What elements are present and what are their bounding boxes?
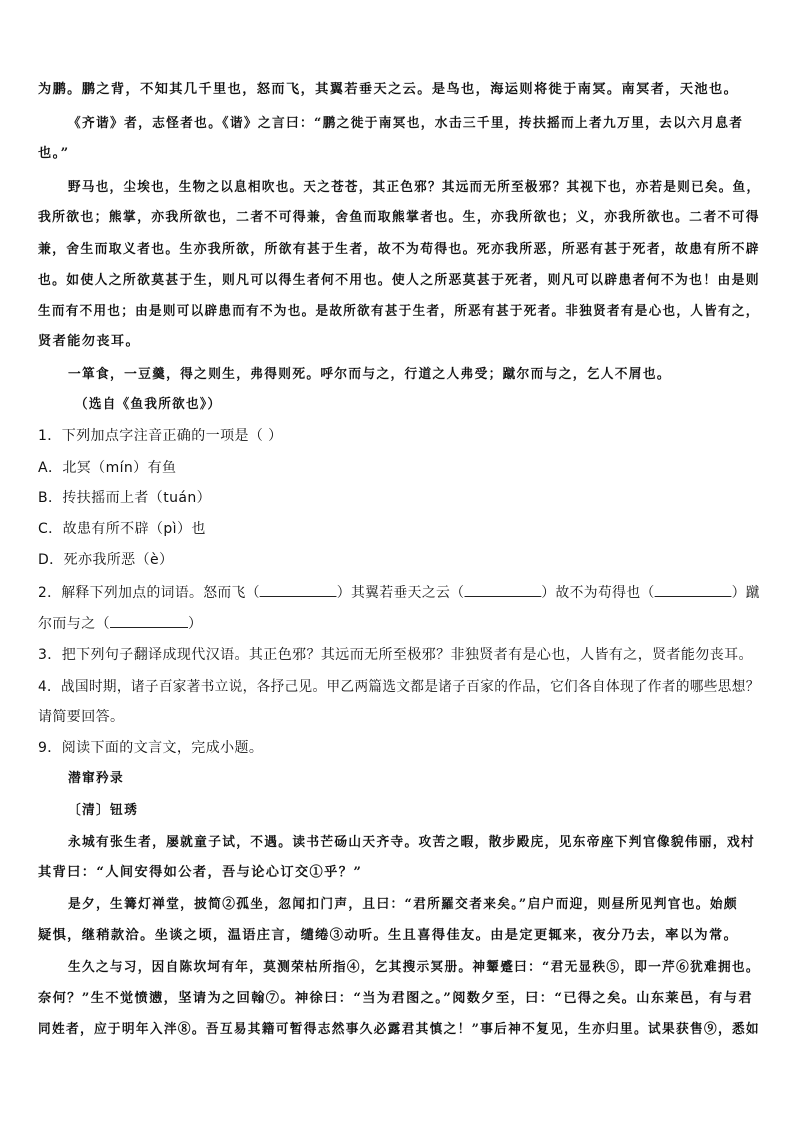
passage-a-line-1: 为鹏。鹏之背，不知其几千里也，怒而飞，其翼若垂天之云。是鸟也，海运则将徙于南冥。南冥者，天池也。 xyxy=(38,82,739,97)
passage-a-line-2: 《齐谐》者，志怪者也。《谐》之言曰：“鹏之徙于南冥也，水击三千里，抟扶摇而上者九万里，去以六月息者 xyxy=(68,116,744,131)
question-9: 9．阅读下面的文言文，完成小题。 xyxy=(38,740,264,756)
passage-b-p3-line-1: 生久之与习，因自陈坎坷有年，莫测荣枯所指④，乞其搜示冥册。神颦蹙曰：“君无显秩⑤，即一芹⑥犹难拥也。 xyxy=(68,960,760,975)
answer-blank-1[interactable] xyxy=(260,582,337,597)
question-2-text-2: ）其翼若垂天之云（ xyxy=(336,585,465,601)
question-2-text-5: 尔而与之（ xyxy=(38,616,110,632)
question-2-text-4: ）蹴 xyxy=(731,585,760,601)
question-4-line-1: 4．战国时期，诸子百家著书立说，各抒己见。甲乙两篇选文都是诸子百家的作品，它们各自体现了作者的哪些思想？ xyxy=(38,679,760,695)
answer-blank-3[interactable] xyxy=(655,582,732,597)
passage-b-p3-line-2: 奈何？”生不觉愤懑，坚请为之回翰⑦。神徐曰：“当为君图之。”阅数夕至，曰：“已得之矣。山东莱邑，有与君 xyxy=(38,991,753,1006)
question-1-option-b: B．抟扶摇而上者（tuán） xyxy=(38,490,212,506)
passage-b-title: 潜窜矜录 xyxy=(68,771,125,786)
question-2-line-1 xyxy=(38,582,760,603)
question-1-option-d: D．死亦我所恶（è） xyxy=(38,552,174,568)
question-4-line-2: 请简要回答。 xyxy=(38,709,125,725)
question-2-line-2 xyxy=(38,613,758,634)
passage-a-line-9: 贤者能勿丧耳。 xyxy=(38,334,141,349)
answer-blank-4[interactable] xyxy=(110,613,188,628)
passage-b-p3-line-3: 同姓者，应于明年入泮⑧。吾互易其籍可暂得志然事久必露君其慎之！”事后神不复见，生亦归里。试果获售⑨，悉如 xyxy=(38,1022,760,1037)
passage-a-line-10: 一箪食，一豆羹，得之则生，弗得则死。呼尔而与之，行道之人弗受；蹴尔而与之，乞人不屑也。 xyxy=(68,367,671,382)
passage-b-p2-line-1: 是夕，生篝灯禅堂，披简②孤坐，忽闻扣门声，且曰：“君所羅交者来矣。”启户而迎，则昼所见判官也。始颇 xyxy=(68,897,738,912)
passage-b-p1-line-2: 其背曰：“人间安得如公者，吾与论心订交①乎？” xyxy=(38,865,363,880)
passage-a-line-8: 生而有不用也；由是则可以辟患而有不为也。是故所欲有甚于生者，所恶有甚于死者。非独贤者有是心也，人皆有之， xyxy=(38,304,760,319)
passage-a-line-6: 兼，舍生而取义者也。生亦我所欲，所欲有甚于生者，故不为苟得也。死亦我所恶，所恶有甚于死者，故患有所不辟 xyxy=(38,242,760,257)
passage-a-source: （选自《鱼我所欲也》） xyxy=(75,397,222,412)
passage-a-line-7: 也。如使人之所欲莫甚于生，则凡可以得生者何不用也。使人之所恶莫甚于死者，则凡可以辟患者何不为也！由是则 xyxy=(38,273,760,288)
passage-a-line-4: 野马也，尘埃也，生物之以息相吹也。天之苍苍，其正色邪？其远而无所至极邪？其视下也，亦若是则已矣。鱼， xyxy=(68,180,761,195)
passage-b-p2-line-2: 疑惧，继稍款洽。坐谈之顷，温语庄言，缱绻③动听。生且喜得佳友。由是定更辄来，夜分乃去，率以为常。 xyxy=(38,928,739,943)
passage-a-line-3: 也。” xyxy=(38,146,70,161)
question-2-text-1: 2．解释下列加点的词语。怒而飞（ xyxy=(38,585,260,601)
question-3: 3．把下列句子翻译成现代汉语。其正色邪？其远而无所至极邪？非独贤者有是心也，人皆有之，贤者能勿丧耳。 xyxy=(38,647,753,663)
passage-b-p1-line-1: 永城有张生者，屡就童子试，不遇。读书芒砀山天齐寺。攻苦之暇，散步殿庑，见东帝座下判官像貌伟丽，戏村 xyxy=(68,835,755,850)
answer-blank-2[interactable] xyxy=(464,582,541,597)
passage-b-author: 〔清〕钮琇 xyxy=(68,803,139,818)
question-1-option-a: A．北冥（mín）有鱼 xyxy=(38,460,177,476)
question-2-text-3: ）故不为苟得也（ xyxy=(541,585,655,601)
passage-a-line-5: 我所欲也；熊掌，亦我所欲也，二者不可得兼，舍鱼而取熊掌者也。生，亦我所欲也；义，亦我所欲也。二者不可得 xyxy=(38,210,760,225)
question-2-text-6: ） xyxy=(188,616,203,632)
question-1: 1．下列加点字注音正确的一项是（ ） xyxy=(38,428,283,444)
question-1-option-c: C．故患有所不辟（pì）也 xyxy=(38,521,206,537)
